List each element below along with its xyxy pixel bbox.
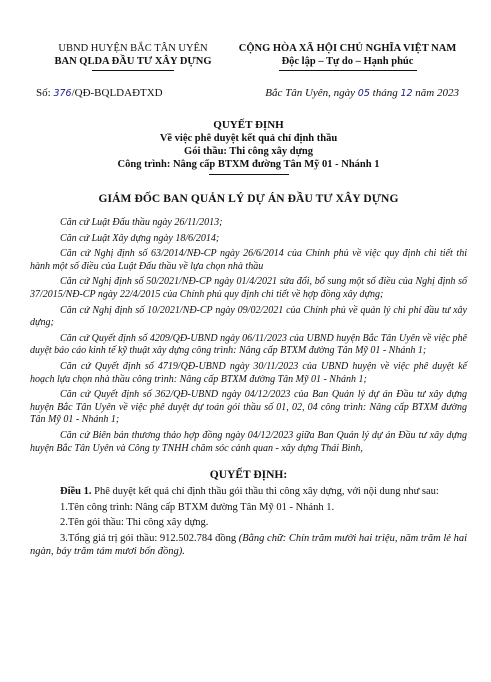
title-underline xyxy=(209,174,289,175)
title-subject: Về việc phê duyệt kết quả chỉ định thầu xyxy=(159,133,338,144)
number-prefix: Số: xyxy=(36,87,54,99)
article-1 xyxy=(30,485,467,499)
motto: Độc lập – Tự do – Hạnh phúc xyxy=(281,56,414,67)
legal-basis-item: Căn cứ Biên bản thương thảo hợp đồng ngày 04/12/2023 giữa Ban Quản lý dự án Đầu tư xây dựng huyện Bắc Tân Uyên và Công ty TNHH chăm sóc cảnh quan - xây dựng Thái Bình, xyxy=(30,429,467,454)
date-month-word: tháng xyxy=(369,87,401,99)
handwritten-month: 12 xyxy=(400,88,413,99)
legal-basis-item: Căn cứ Luật Đấu thầu ngày 26/11/2013; xyxy=(60,217,223,228)
legal-bases xyxy=(30,217,467,455)
motto-underline xyxy=(279,70,417,71)
legal-basis-item: Căn cứ Nghị định số 10/2021/NĐ-CP ngày 09/02/2021 của Chính phủ về quản lý chi phí đầu tư xây dựng; xyxy=(30,304,467,329)
title-package: Gói thầu: Thi công xây dựng xyxy=(184,146,313,157)
article-item: 2.Tên gói thầu: Thi công xây dựng. xyxy=(60,517,209,529)
date-place: Bắc Tân Uyên, ngày xyxy=(265,87,358,99)
agency-name: BAN QLDA ĐẦU TƯ XÂY DỰNG xyxy=(54,56,212,67)
legal-basis-item: Căn cứ Luật Xây dựng ngày 18/6/2014; xyxy=(60,232,220,244)
document-title-block xyxy=(30,119,467,175)
number-suffix: /QĐ-BQLDAĐTXD xyxy=(71,87,163,99)
decision-articles xyxy=(30,485,467,559)
decision-heading: QUYẾT ĐỊNH: xyxy=(209,469,288,482)
legal-basis-item: Căn cứ Nghị định số 63/2014/NĐ-CP ngày 26/6/2014 của Chính phủ về việc quy định chi tiết thi hành một số điều của Luật Đấu thầu về lựa chọn nhà thầu xyxy=(30,248,467,272)
title-project: Công trình: Nâng cấp BTXM đường Tân Mỹ 01 - Nhánh 1 xyxy=(117,159,380,170)
handwritten-number: 376 xyxy=(53,88,72,99)
issuing-agency xyxy=(38,42,228,71)
document-header xyxy=(30,0,467,71)
article-item: 1.Tên công trình: Nâng cấp BTXM đường Tân Mỹ 01 - Nhánh 1. xyxy=(60,501,335,513)
article-1-label: Điều 1. xyxy=(60,486,92,498)
agency-underline xyxy=(92,70,174,71)
package-value: 3.Tổng giá trị gói thầu: 912.502.784 đồng xyxy=(60,532,239,544)
article-item-value xyxy=(30,532,467,559)
handwritten-day: 05 xyxy=(357,88,370,99)
article-1-text: Phê duyệt kết quả chỉ định thầu gói thầu thi công xây dựng, với nội dung như sau: xyxy=(91,486,439,498)
legal-basis-item: Căn cứ Quyết định số 4719/QĐ-UBND ngày 30/11/2023 của UBND huyện về việc phê duyệt kế hoạch lựa chọn nhà thầu công trình: Nâng cấp BTXM đường Tân Mỹ 01 - Nhánh 1; xyxy=(30,360,467,385)
package-value-words: (Bằng chữ: Chín trăm mười hai triệu, năm trăm lẻ hai ngàn, bảy trăm tám mươi bốn đồng). xyxy=(30,532,467,558)
reference-line xyxy=(30,87,467,99)
document-number xyxy=(36,87,163,99)
national-motto xyxy=(230,42,465,71)
legal-basis-item: Căn cứ Nghị định số 50/2021/NĐ-CP ngày 01/4/2021 sửa đổi, bổ sung một số điều của Nghị định số 37/2015/NĐ-CP ngày 22/4/2015 của Chính phủ quy định chi tiết về hợp đồng xây dựng; xyxy=(30,276,467,300)
document-type: QUYẾT ĐỊNH xyxy=(213,119,284,131)
legal-basis-item: Căn cứ Quyết định số 4209/QĐ-UBND ngày 06/11/2023 của UBND huyện Bắc Tân Uyên về việc phê duyệt báo cáo kinh tế kỹ thuật xây dựng công trình: Nâng cấp BTXM đường Tân Mỹ 01 - Nhánh 1; xyxy=(30,332,467,357)
date-year: năm 2023 xyxy=(412,87,459,99)
country-name: CỘNG HÒA XÃ HỘI CHỦ NGHĨA VIỆT NAM xyxy=(238,43,457,54)
agency-parent: UBND HUYỆN BẮC TÂN UYÊN xyxy=(58,43,208,54)
document-date xyxy=(265,87,459,99)
legal-basis-item: Căn cứ Quyết định số 362/QĐ-UBND ngày 04/12/2023 của Ban Quản lý dự án Đầu tư xây dựng huyện Bắc Tân Uyên về việc phê duyệt dự toán gói thầu số 01, 02, 04 công trình: Nâng cấp BTXM đường Tân Mỹ 01 - Nhánh 1; xyxy=(30,389,467,426)
authority-heading: GIÁM ĐỐC BAN QUẢN LÝ DỰ ÁN ĐẦU TƯ XÂY DỰNG xyxy=(98,193,399,205)
